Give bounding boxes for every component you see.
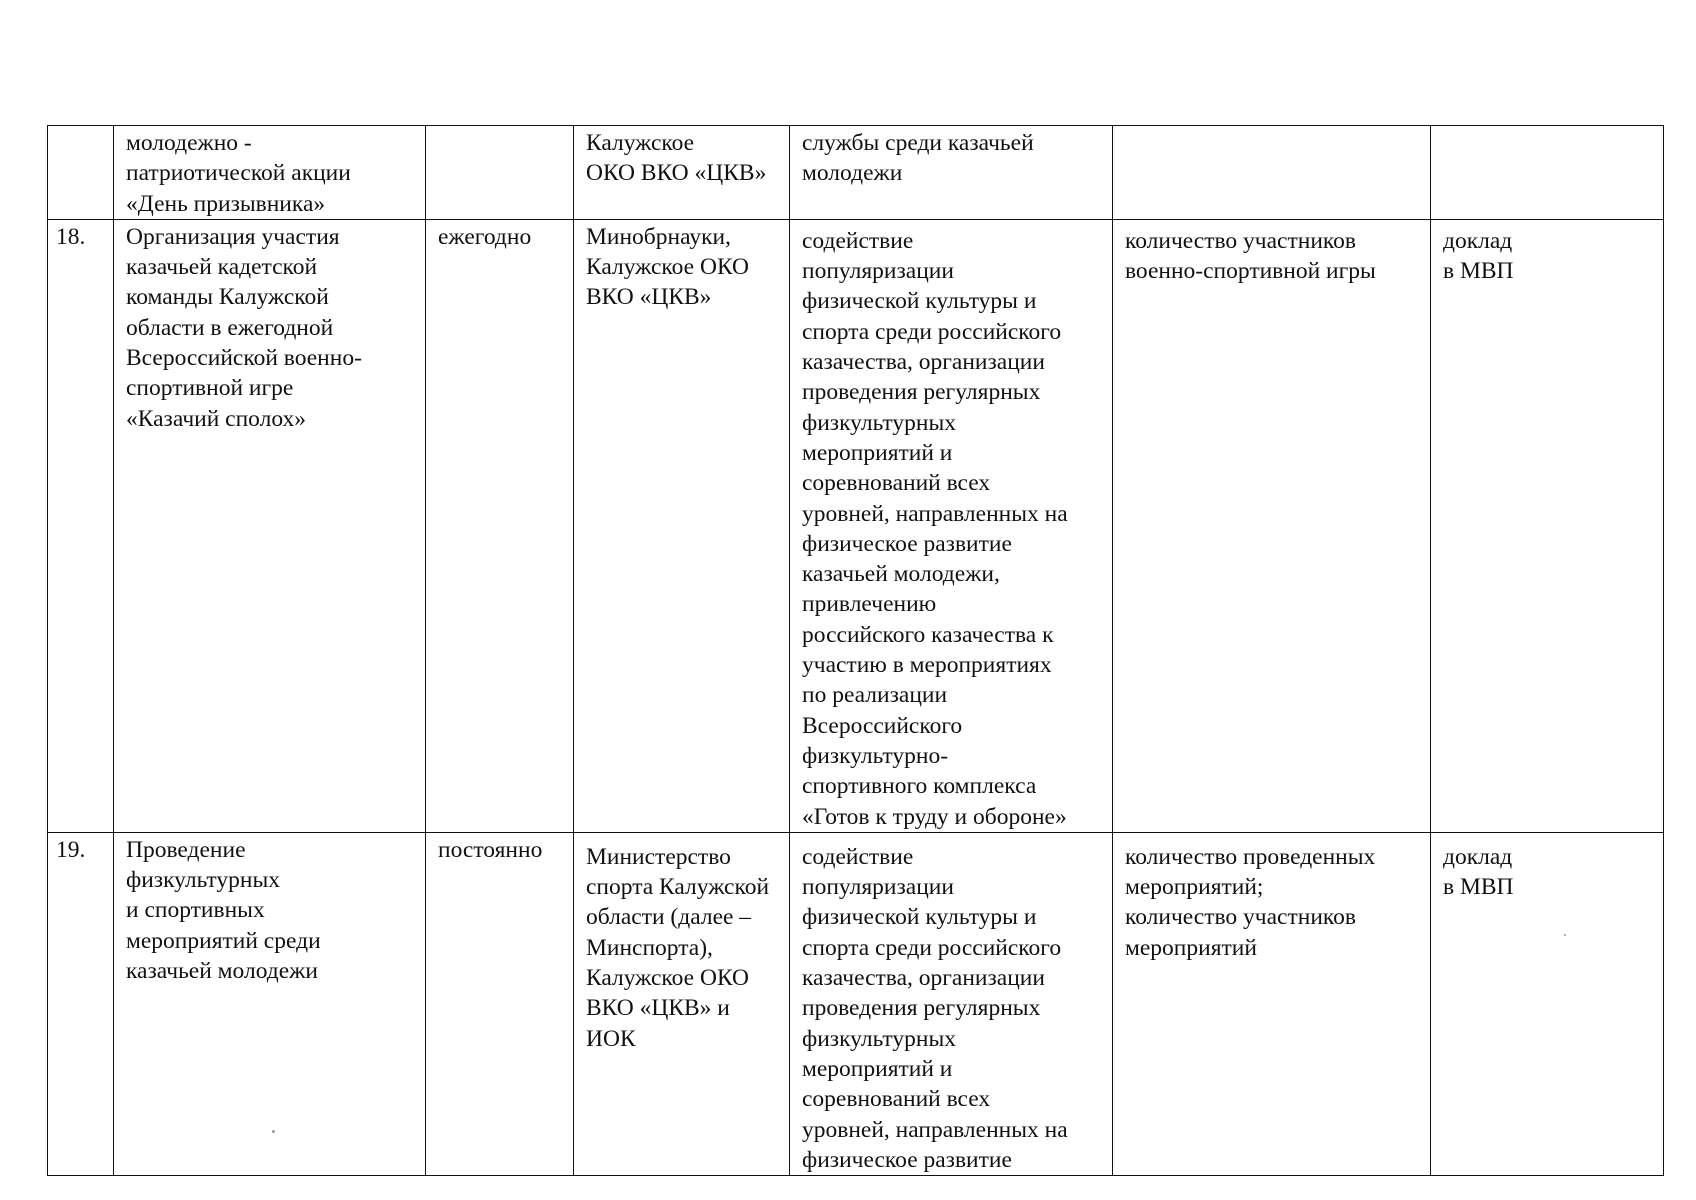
goal-cell: содействие популяризации физической культуры и спорта среди российского казачества, организации проведения регулярных физкультурных мероприятий и соревнований всех уровней, направленных на физическое развитие (790, 832, 1113, 1175)
term-cell: ежегодно (426, 219, 574, 832)
event-cell: молодежно - патриотической акции «День призывника» (114, 126, 426, 220)
plan-table (47, 125, 1664, 1176)
event-cell: Проведение физкультурных и спортивных мероприятий среди казачьей молодежи (114, 832, 426, 1175)
scan-speck (272, 1130, 275, 1133)
table-row (48, 126, 1664, 220)
report-cell: доклад в МВП (1431, 219, 1664, 832)
row-number-cell (48, 126, 114, 220)
row-number-cell: 19. (48, 832, 114, 1175)
term-cell (426, 126, 574, 220)
indicator-cell (1113, 126, 1431, 220)
executor-cell: Минобрнауки, Калужское ОКО ВКО «ЦКВ» (574, 219, 790, 832)
table-row (48, 832, 1664, 1175)
table-row (48, 219, 1664, 832)
scan-speck (1564, 934, 1566, 936)
report-cell: доклад в МВП (1431, 832, 1664, 1175)
indicator-cell: количество проведенных мероприятий; количество участников мероприятий (1113, 832, 1431, 1175)
goal-cell: содействие популяризации физической культуры и спорта среди российского казачества, организации проведения регулярных физкультурных мероприятий и соревнований всех уровней, направленных на физическое развитие казачьей молодежи, привлечению российского казачества к участию в мероприятиях по реализации Всероссийского физкультурно- спортивного комплекса «Готов к труду и обороне» (790, 219, 1113, 832)
row-number-cell: 18. (48, 219, 114, 832)
term-cell: постоянно (426, 832, 574, 1175)
event-cell: Организация участия казачьей кадетской команды Калужской области в ежегодной Всероссийской военно- спортивной игре «Казачий сполох» (114, 219, 426, 832)
report-cell (1431, 126, 1664, 220)
executor-cell: Министерство спорта Калужской области (далее – Минспорта), Калужское ОКО ВКО «ЦКВ» и ИОК (574, 832, 790, 1175)
executor-cell: Калужское ОКО ВКО «ЦКВ» (574, 126, 790, 220)
goal-cell: службы среди казачьей молодежи (790, 126, 1113, 220)
indicator-cell: количество участников военно-спортивной игры (1113, 219, 1431, 832)
